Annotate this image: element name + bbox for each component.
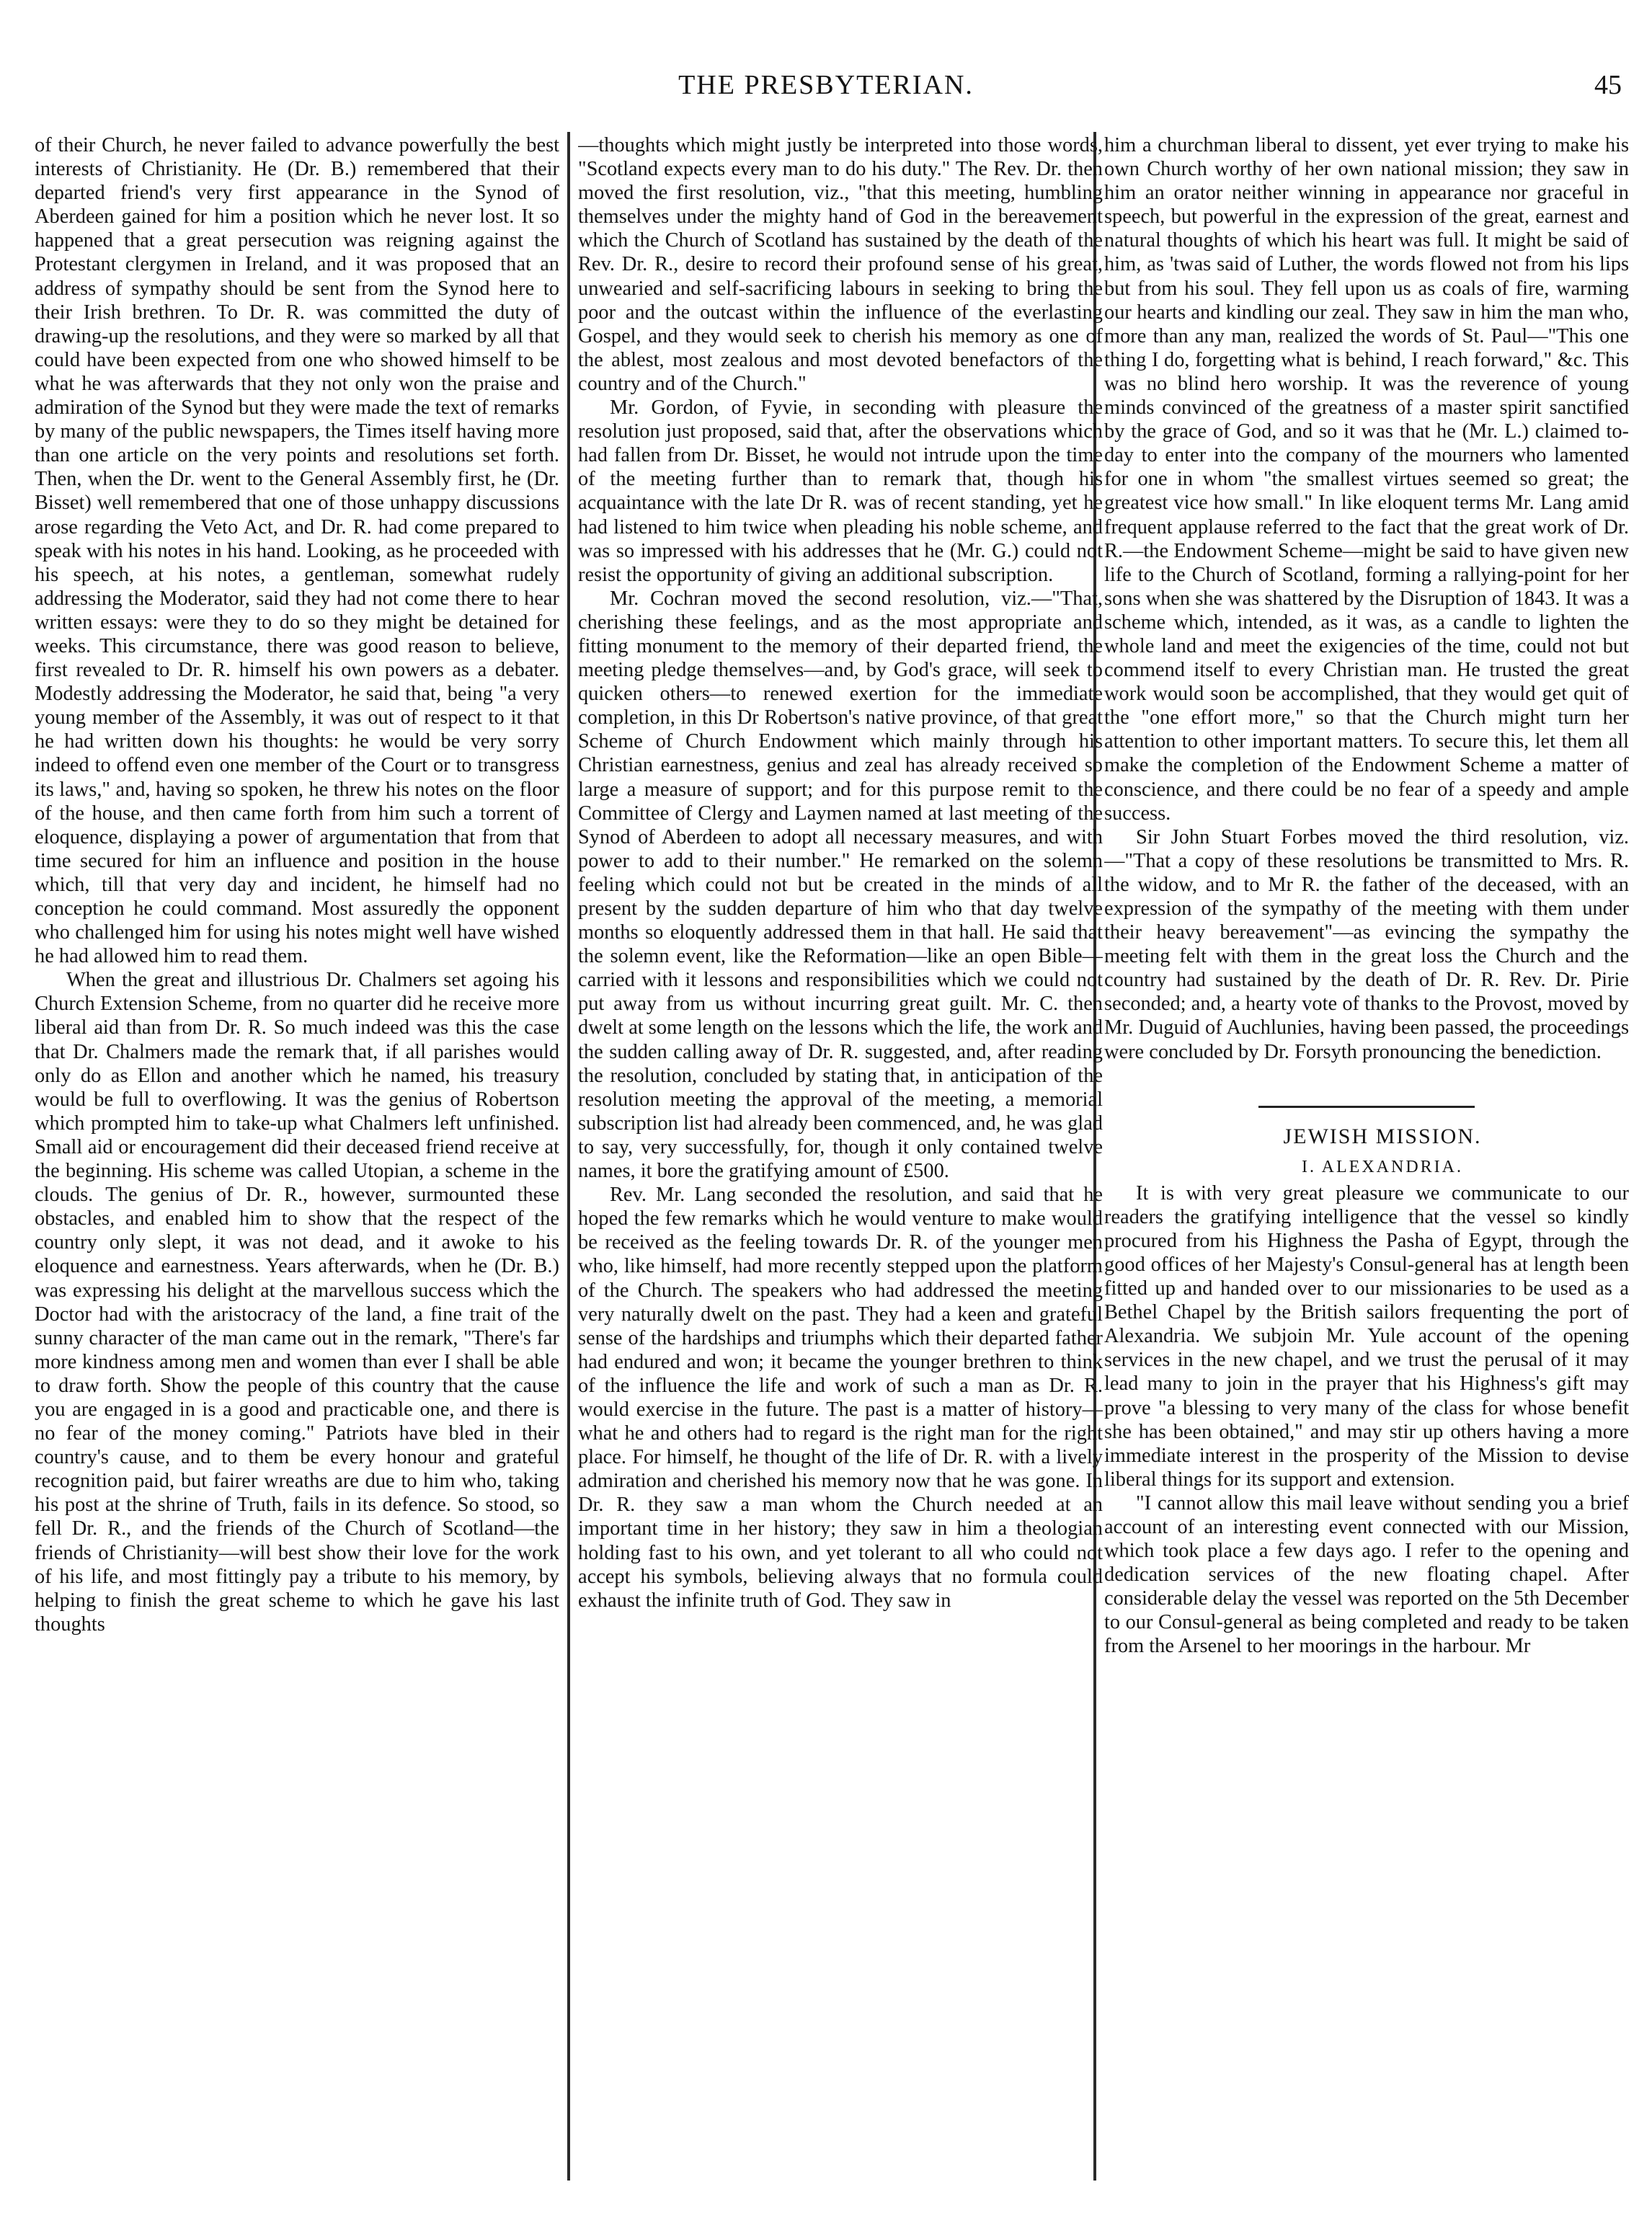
paragraph: When the great and illustrious Dr. Chalmers set agoing his Church Extension Scheme, from no quarter did he receive more liberal aid than from Dr. R. So much indeed was this the case that Dr. Chalmers made the remark that, if all parishes would only do as Ellon and another which he named, his treasury would be full to overflowing. It was the genius of Robertson which prompted him to take-up what Chalmers left unfinished. Small aid or encouragement did their deceased friend receive at the beginning. His scheme was called Utopian, a scheme in the clouds. The genius of Dr. R., however, surmounted these obstacles, and enabled him to show that the respect of the country only slept, it was not dead, and it awoke to his eloquence and earnestness. Years afterwards, when he (Dr. B.) was expressing his delight at the marvellous success which the Doctor had with the aristocracy of the land, a fine trait of the sunny character of the man came out in the remark, "There's far more kindness among men and women than ever I shall be able to draw forth. Show the people of this country that the cause you are engaged in is a good and practicable one, and there is no fear of the money coming." Patriots have bled in their country's cause, and to them be every honour and grateful recognition paid, but fairer wreaths are due to him who, taking his post at the shrine of Truth, fails in its defence. So stood, so fell Dr. R., and the friends of the Church of Scotland—the friends of Christianity—will best show their love for the work of his life, and most fittingly pay a tribute to his memory, by helping to finish the great scheme to which he gave his last thoughts (35, 969, 559, 1636)
paragraph: It is with very great pleasure we communicate to our readers the gratifying intelligence that the vessel so kindly procured from his Highness the Pasha of Egypt, through the good offices of her Majesty's Consul-general has at length been fitted up and handed over to our missionaries to be used as a Bethel Chapel by the British sailors frequenting the port of Alexandria. We subjoin Mr. Yule account of the opening services in the new chapel, and we trust the perusal of it may lead many to join in the prayer that his Highness's gift may prove "a blessing to very many of the class for whose benefit she has been obtained," and may stir up others having a more immediate interest in the prosperity of the Mission to devise liberal things for its support and extension. (1104, 1181, 1629, 1491)
running-title: THE PRESBYTERIAN. (678, 70, 974, 100)
column-left (35, 133, 559, 2181)
paragraph: of their Church, he never failed to advance powerfully the best interests of Christianity. He (Dr. B.) remembered that their departed friend's very first appearance in the Synod of Aberdeen gained for him a position which he never lost. It so happened that a great persecution was reigning against the Protestant clergymen in Ireland, and it was proposed that an address of sympathy should be sent from the Synod here to their Irish brethren. To Dr. R. was committed the duty of drawing-up the resolutions, and they were so marked by all that could have been expected from one who showed himself to be what he was afterwards that they not only won the praise and admiration of the Synod but they were made the text of remarks by many of the public newspapers, the Times itself having more than one article on the very points and resolutions set forth. Then, when the Dr. went to the General Assembly first, he (Dr. Bisset) well remembered that one of those unhappy discussions arose regarding the Veto Act, and Dr. R. had come prepared to speak with his notes in his hand. Looking, as he proceeded with his speech, at his notes, a gentleman, somewhat rudely addressing the Moderator, said they had not come there to hear written essays: were they to do so they might be detained for weeks. This circumstance, there was good reason to believe, first revealed to Dr. R. himself his own powers as a debater. Modestly addressing the Moderator, he said that, being "a very young member of the Assembly, it was out of respect to it that he had written down his thoughts: he would be very sorry indeed to offend even one member of the Court or to transgress its laws," and, having so spoken, he threw his notes on the floor of the house, and then came forth from him such a torrent of eloquence, displaying a power of argumentation that from that time secured for him an influence and position in the house which, till that very day and incident, he himself had no conception he could command. Most assuredly the opponent who challenged him for using his notes might well have wished he had allowed him to read them. (35, 134, 559, 968)
paragraph: Sir John Stuart Forbes moved the third resolution, viz.—"That a copy of these resolutions be transmitted to Mrs. R. the widow, and to Mr R. the father of the deceased, with an expression of the sympathy of the meeting with them under their heavy bereavement"—as evincing the sympathy the meeting felt with them in the great loss the Church and the country had sustained by the death of Dr. R. Rev. Dr. Pirie seconded; and, a hearty vote of thanks to the Provost, moved by Mr. Duguid of Auchlunies, having been passed, the proceedings were concluded by Dr. Forsyth pronouncing the benediction. (1104, 825, 1629, 1063)
page-number: 45 (1594, 70, 1622, 100)
section-title: JEWISH MISSION. (1283, 1124, 1482, 1148)
section-divider (1258, 1106, 1475, 1108)
paragraph: Mr. Cochran moved the second resolution, viz.—"That, cherishing these feelings, and as the most appropriate and fitting monument to the memory of their departed friend, the meeting pledge themselves—and, by God's grace, will seek to quicken others—to renewed exertion for the immediate completion, in this Dr Robertson's native province, of that great Scheme of Church Endowment which mainly through his Christian earnestness, genius and zeal has already received so large a measure of support; and for this purpose remit to the Committee of Clergy and Laymen named at last meeting of the Synod of Aberdeen to adopt all necessary measures, and with power to add to their number." He remarked on the solemn feeling which could not but be created in the minds of all present by the sudden departure of him who that day twelve months so eloquently addressed them in that hall. He said that the solemn event, like the Reformation—like an open Bible—carried with it lessons and responsibilities which we could not put away from us without incurring great guilt. Mr. C. then dwelt at some length on the lessons which the life, the work and the sudden calling away of Dr. R. suggested, and, after reading the resolution, concluded by stating that, in anticipation of the resolution meeting the approval of the meeting, a memorial subscription list had already been commenced, and, he was glad to say, very successfully, for, though it only contained twelve names, it bore the gratifying amount of £500. (578, 587, 1103, 1183)
paragraph: him a churchman liberal to dissent, yet ever trying to make his own Church worthy of her own national mission; they saw in him an orator neither winning in appearance nor graceful in speech, but powerful in the expression of the great, earnest and natural thoughts of which his heart was full. It might be said of him, as 'twas said of Luther, the words flowed not from his lips but from his soul. They fell upon us as coals of fire, warming our hearts and kindling our zeal. They saw in him the man who, more than any man, realized the words of St. Paul—"This one thing I do, forgetting what is behind, I reach forward," &c. This was no blind hero worship. It was the reverence of young minds convinced of the greatness of a master spirit sanctified by the grace of God, and so it was that he (Mr. L.) claimed to-day to enter into the company of the mourners who lamented for one in whom "the smallest virtues seemed so great; the greatest vice how small." In like eloquent terms Mr. Lang amid frequent applause referred to the fact that the great work of Dr. R.—the Endowment Scheme—might be said to have given new life to the Church of Scotland, forming a rallying-point for her sons when she was shattered by the Disruption of 1843. It was a scheme which, intended, as it was, as a candle to lighten the whole land and meet the exigencies of the time, could not but commend itself to every Christian man. He trusted the great work would soon be accomplished, that they would get quit of the "one effort more," so that the Church might turn her attention to other important matters. To secure this, let them all make the completion of the Endowment Scheme a matter of conscience, and there could be no fear of a speedy and ample success. (1104, 134, 1629, 825)
paragraph: Rev. Mr. Lang seconded the resolution, and said that he hoped the few remarks which he would venture to make would be received as the feeling towards Dr. R. of the younger men who, like himself, had more recently stepped upon the platform of the Church. The speakers who had addressed the meeting very naturally dwelt on the past. They had a keen and grateful sense of the hardships and triumphs which their departed father had endured and won; it became the younger brethren to think of the influence the life and work of such a man as Dr. R. would exercise in the future. The past is a matter of history—what he and others had to regard is the right man for the right place. For himself, he thought of the life of Dr. R. with a lively admiration and cherished his memory now that he was gone. In Dr. R. they saw a man whom the Church needed at an important time in her history; they saw in him a theologian holding fast to his own, and yet tolerant to all who could not accept his symbols, believing always that no formula could exhaust the infinite truth of God. They saw in (578, 1184, 1103, 1612)
paragraph: —thoughts which might justly be interpreted into those words, "Scotland expects every man to do his duty." The Rev. Dr. then moved the first resolution, viz., "that this meeting, humbling themselves under the mighty hand of God in the bereavement which the Church of Scotland has sustained by the death of the Rev. Dr. R., desire to record their profound sense of his great, unwearied and self-sacrificing labours in seeking to bring the poor and the outcast within the influence of the everlasting Gospel, and they would seek to cherish his memory as one of the ablest, most zealous and most devoted benefactors of the country and of the Church." (578, 134, 1103, 395)
paragraph: "I cannot allow this mail leave without sending you a brief account of an interesting event connected with our Mission, which took place a few days ago. I refer to the opening and dedication services of the new floating chapel. After considerable delay the vessel was reported on the 5th December to our Consul-general as being completed and ready to be taken from the Arsenel to her moorings in the harbour. Mr (1104, 1491, 1629, 1658)
paragraph: Mr. Gordon, of Fyvie, in seconding with pleasure the resolution just proposed, said that, after the observations which had fallen from Dr. Bisset, he would not intrude upon the time of the meeting further than to remark that, though his acquaintance with the late Dr R. was of recent standing, yet he had listened to him twice when pleading his noble scheme, and was so impressed with his addresses that he (Mr. G.) could not resist the opportunity of giving an additional subscription. (578, 396, 1103, 586)
column-divider-1 (567, 132, 570, 2181)
column-right (1104, 133, 1629, 2181)
page-header (0, 0, 1652, 108)
section-subtitle: I. ALEXANDRIA. (1302, 1157, 1463, 1176)
column-middle (578, 133, 1103, 2181)
